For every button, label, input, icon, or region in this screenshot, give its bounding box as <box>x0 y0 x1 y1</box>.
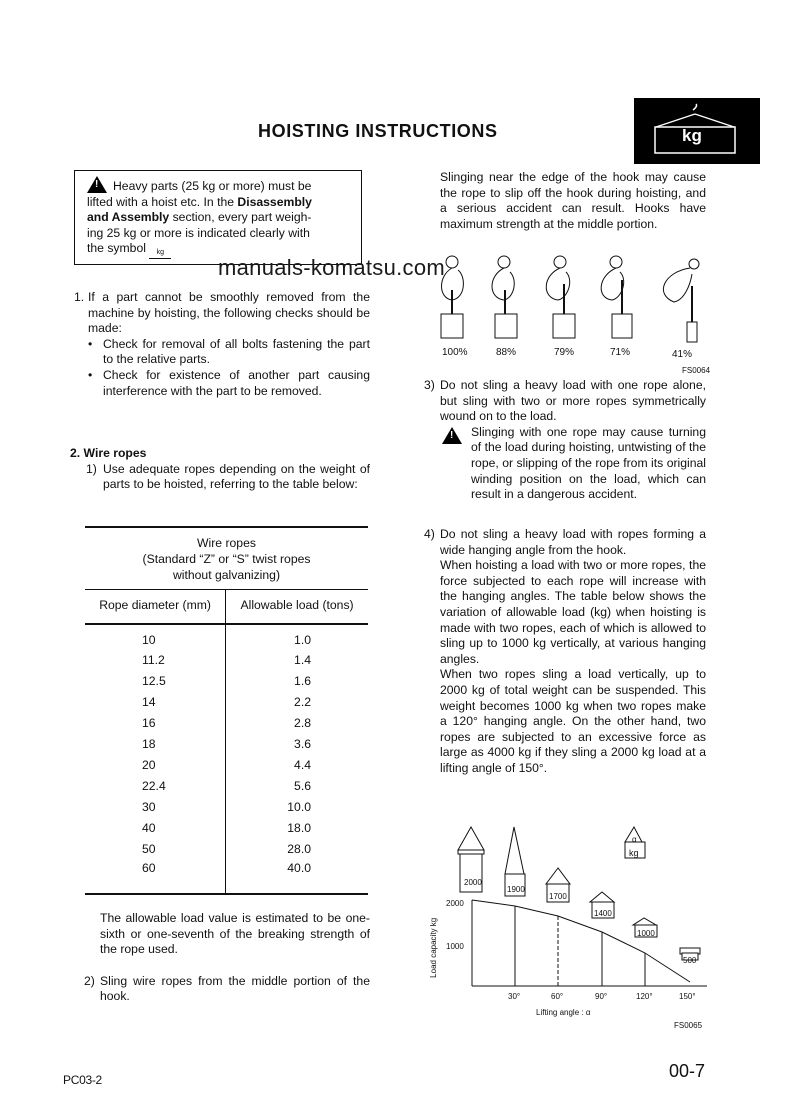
item-number: 4) <box>424 527 435 541</box>
heavy-parts-warning <box>74 170 362 265</box>
page-number: 00-7 <box>669 1061 706 1081</box>
section-1 <box>74 290 370 399</box>
warning-triangle-icon <box>442 427 462 444</box>
load-capacity-chart <box>429 822 717 1032</box>
table-row <box>85 840 368 861</box>
table-row <box>85 861 368 894</box>
box-label: 1700 <box>549 892 567 901</box>
warning-bold: Disassembly <box>237 194 312 209</box>
warning-line: Heavy parts (25 kg or more) must be <box>113 179 312 193</box>
cell-load: 10.0 <box>287 800 311 815</box>
footer-model: PC03-2 <box>63 1073 102 1087</box>
item-4-paragraph: When hoisting a load with two or more ropes, the force subjected to each rope will increase with the hanging angles. The table below shows the variation of allowable load (kg) when hoisting is made with two ropes, each of which is allowed to sling up to 1000 kg vertically, at various hanging angles. <box>440 558 706 666</box>
cell-load: 5.6 <box>294 779 311 794</box>
table-row <box>85 672 368 693</box>
badge-kg-label: kg <box>682 126 702 145</box>
item-number: 3) <box>424 378 435 392</box>
warning-bold: and Assembly <box>87 210 170 225</box>
legend-alpha: α <box>632 835 637 844</box>
cell-load: 28.0 <box>287 842 311 857</box>
legend-kg: kg <box>629 848 639 858</box>
table-row <box>85 819 368 840</box>
warning-line: the symbol <box>87 241 146 256</box>
cell-load: 3.6 <box>294 737 311 752</box>
box-label: 1400 <box>594 909 612 918</box>
table-row <box>85 693 368 714</box>
hook-diagrams-icon <box>432 250 712 345</box>
cell-diameter: 60 <box>85 861 226 894</box>
table-row <box>85 735 368 756</box>
x-tick: 90° <box>595 992 608 1001</box>
section-1-number: 1. <box>74 290 85 304</box>
warning-line: section, every part weigh- <box>169 210 312 225</box>
hook-label: 41% <box>672 349 693 360</box>
item-2-text: Sling wire ropes from the middle portion of the hook. <box>100 973 370 1004</box>
table-row <box>85 714 368 735</box>
hook-note: Slinging near the edge of the hook may cause the rope to slip off the hook during hoisting, and a serious accident can result. Hooks have maximum strength at the middle portion. <box>440 170 706 231</box>
bullet-icon: • <box>88 367 93 382</box>
section-2 <box>70 446 370 493</box>
x-tick: 30° <box>508 992 521 1001</box>
item-number: 1) <box>86 461 97 476</box>
cell-diameter: 40 <box>85 819 226 840</box>
cell-load: 1.6 <box>294 674 311 689</box>
box-label: 1000 <box>637 929 655 938</box>
x-tick: 150° <box>679 992 696 1001</box>
item-4-text: Do not sling a heavy load with ropes forming a wide hanging angle from the hook. <box>440 527 706 557</box>
item-number: 2) <box>84 973 95 988</box>
cell-diameter: 20 <box>85 756 226 777</box>
figure-id: FS0065 <box>674 1021 703 1030</box>
cell-load: 18.0 <box>287 821 311 836</box>
watermark: manuals-komatsu.com <box>218 255 445 280</box>
box-label: 2000 <box>464 878 482 887</box>
caption-line: (Standard “Z” or “S” twist ropes <box>142 552 311 566</box>
cell-diameter: 30 <box>85 798 226 819</box>
cell-diameter: 14 <box>85 693 226 714</box>
box-label: 1900 <box>507 885 525 894</box>
cell-load: 1.4 <box>294 653 311 668</box>
table-row <box>85 651 368 672</box>
cell-diameter: 22.4 <box>85 777 226 798</box>
caption-line: without galvanizing) <box>172 568 281 582</box>
x-axis-label: Lifting angle : α <box>536 1008 591 1017</box>
caption-line: Wire ropes <box>197 536 256 550</box>
load-chart-graphic <box>432 822 717 1032</box>
hoist-kg-badge <box>634 98 760 164</box>
cell-diameter: 16 <box>85 714 226 735</box>
figure-id: FS0064 <box>682 366 711 375</box>
kg-symbol-label: kg <box>156 249 165 257</box>
y-axis-label: Load capacity kg <box>429 917 439 978</box>
section-2-note <box>74 911 370 1005</box>
item-3-text: Do not sling a heavy load with one rope alone, but sling with two or more ropes symmetrically wound on to the load. <box>440 378 706 424</box>
box-label: 500 <box>683 956 697 965</box>
cell-load: 40.0 <box>226 861 368 894</box>
section-1-bullet: Check for removal of all bolts fastening the part to the relative parts. <box>103 336 370 367</box>
warning-triangle-icon <box>87 176 107 193</box>
item-4-paragraph: When two ropes sling a load vertically, up to 2000 kg of total weight can be suspended. This weight becomes 1000 kg when two ropes make a 120° hanging angle. On the other hand, two ropes are subjected to an excessive force as large as 4000 kg if they sling a 2000 kg load at a lifting angle of 150°. <box>440 667 706 775</box>
cell-load: 2.2 <box>294 695 311 710</box>
table-row <box>85 798 368 819</box>
x-tick: 60° <box>551 992 564 1001</box>
table-row <box>85 624 368 651</box>
column-header-diameter: Rope diameter (mm) <box>85 590 226 624</box>
section-1-text: If a part cannot be smoothly removed from the machine by hoisting, the following checks should be made: <box>88 290 370 336</box>
y-tick: 1000 <box>446 942 464 951</box>
column-header-load: Allowable load (tons) <box>226 590 368 624</box>
hook-strength-figure <box>432 250 712 375</box>
section-2-heading: 2. Wire ropes <box>70 446 147 460</box>
bullet-icon: • <box>88 336 93 351</box>
page-title: HOISTING INSTRUCTIONS <box>258 121 498 141</box>
item-1-text: Use adequate ropes depending on the weight of parts to be hoisted, referring to the table below: <box>103 461 370 492</box>
y-tick: 2000 <box>446 899 464 908</box>
item-3 <box>424 378 706 503</box>
kg-symbol-icon <box>149 247 171 259</box>
cell-diameter: 12.5 <box>85 672 226 693</box>
cell-load: 2.8 <box>294 716 311 731</box>
warning-line: ing 25 kg or more is indicated clearly with <box>87 225 310 240</box>
cell-load: 1.0 <box>294 632 311 647</box>
cell-diameter: 50 <box>85 840 226 861</box>
hook-label: 79% <box>554 347 575 358</box>
hook-label: 71% <box>610 347 631 358</box>
cell-load: 4.4 <box>294 758 311 773</box>
warning-line: lifted with a hoist etc. In the <box>87 194 238 209</box>
item-4 <box>424 527 706 777</box>
hook-label: 88% <box>496 347 517 358</box>
cell-diameter: 11.2 <box>85 651 226 672</box>
table-caption <box>85 527 368 590</box>
table-row <box>85 777 368 798</box>
x-tick: 120° <box>636 992 653 1001</box>
table-row <box>85 756 368 777</box>
cell-diameter: 18 <box>85 735 226 756</box>
wire-rope-table <box>85 526 368 895</box>
hook-label: 100% <box>442 347 468 358</box>
allowable-load-note: The allowable load value is estimated to be one-sixth or one-seventh of the breaking strength of the rope used. <box>100 911 370 957</box>
item-3-warning: Slinging with one rope may cause turning of the load during hoisting, untwisting of the rope, or slipping of the rope from its original winding position on the load, which can result in a dangerous accident. <box>471 424 706 502</box>
cell-diameter: 10 <box>85 624 226 651</box>
section-1-bullet: Check for existence of another part causing interference with the part to be removed. <box>103 367 370 398</box>
